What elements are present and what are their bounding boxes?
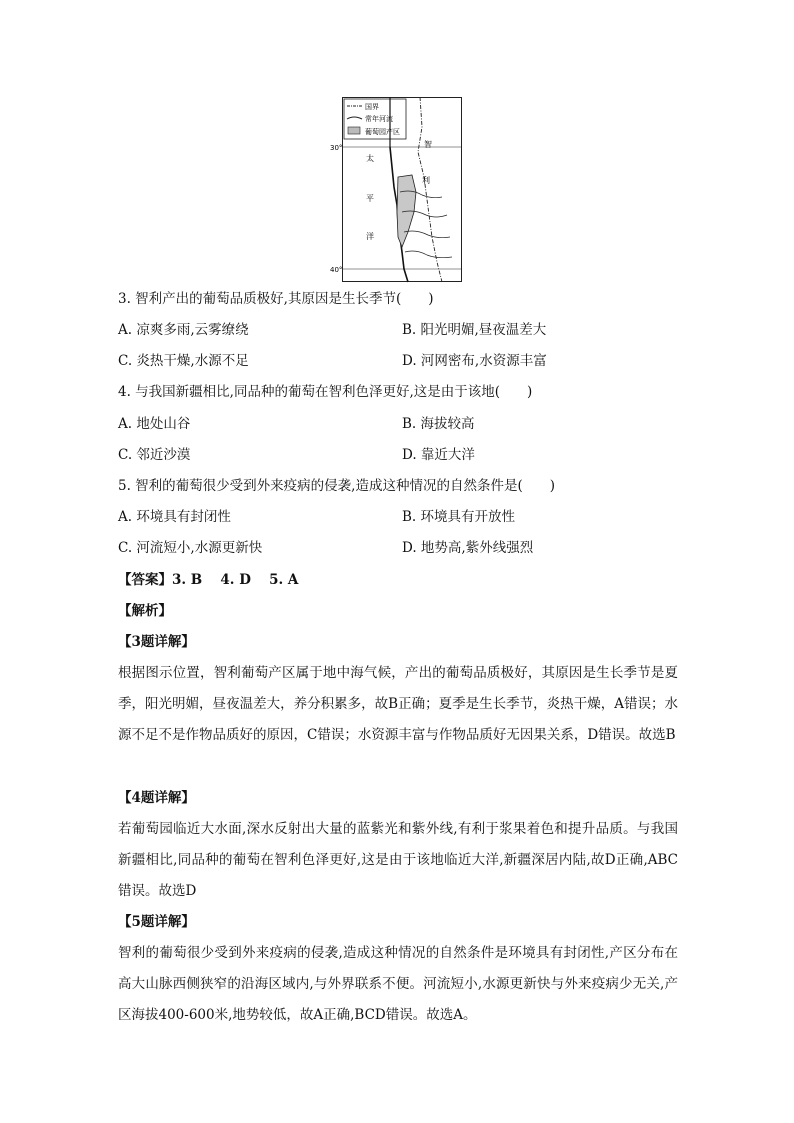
question-4-option-d: D. 靠近大洋 <box>402 447 475 463</box>
country-label-2: 利 <box>422 176 430 185</box>
ocean-label-3: 洋 <box>366 232 374 241</box>
question-3-option-b: B. 阳光明媚,昼夜温差大 <box>402 322 547 338</box>
question-3-option-d: D. 河网密布,水资源丰富 <box>402 353 547 369</box>
legend-border-label: 国界 <box>365 103 379 111</box>
country-label-1: 智 <box>424 140 432 149</box>
analysis-title: 【解析】 <box>118 603 172 619</box>
question-5-option-b: B. 环境具有开放性 <box>402 509 516 525</box>
detail-3-text: 根据图示位置，智利葡萄产区属于地中海气候，产出的葡萄品质极好，其原因是生长季节是夏季，阳光明媚，昼夜温差大，养分积累多，故B正确；夏季是生长季节，炎热干燥，A错误；水源不足不是作物品质好的原因，C错误；水资源丰富与作物品质好无因果关系，D错误。故选B <box>118 665 678 743</box>
chile-vineyard-map <box>330 97 462 282</box>
question-4-option-c: C. 邻近沙漠 <box>118 447 191 463</box>
lat-40-label: 40° <box>330 266 343 274</box>
detail-4-title: 【4题详解】 <box>118 790 195 806</box>
question-4-option-a: A. 地处山谷 <box>118 416 191 432</box>
detail-3-title: 【3题详解】 <box>118 634 195 650</box>
lat-30-label: 30° <box>330 144 343 152</box>
question-5-option-a: A. 环境具有封闭性 <box>118 509 231 525</box>
detail-5-title: 【5题详解】 <box>118 914 195 930</box>
question-5-option-d: D. 地势高,紫外线强烈 <box>402 540 534 556</box>
detail-5-text: 智利的葡萄很少受到外来疫病的侵袭,造成这种情况的自然条件是环境具有封闭性,产区分布在高大山脉西侧狭窄的沿海区域内,与外界联系不便。河流短小,水源更新快与外来疫病少无关,产区海拔400-600米,地势较低，故A正确,BCD错误。故选A。 <box>118 945 678 1023</box>
answer-line: 【答案】3. B 4. D 5. A <box>118 572 299 588</box>
detail-4-text: 若葡萄园临近大水面,深水反射出大量的蓝紫光和紫外线,有利于浆果着色和提升品质。与我国新疆相比,同品种的葡萄在智利色泽更好,这是由于该地临近大洋,新疆深居内陆,故D正确,ABC错误。故选D <box>118 821 678 899</box>
question-3-option-c: C. 炎热干燥,水源不足 <box>118 353 249 369</box>
legend-vineyard-label: 葡萄园产区 <box>365 128 400 136</box>
question-4-option-b: B. 海拔较高 <box>402 416 475 432</box>
question-3-stem: 3. 智利产出的葡萄品质极好,其原因是生长季节( ) <box>118 291 434 307</box>
question-5-option-c: C. 河流短小,水源更新快 <box>118 540 263 556</box>
question-4-stem: 4. 与我国新疆相比,同品种的葡萄在智利色泽更好,这是由于该地( ) <box>118 384 533 400</box>
ocean-label-1: 太 <box>366 154 374 163</box>
question-3-option-a: A. 凉爽多雨,云雾缭绕 <box>118 322 249 338</box>
question-5-stem: 5. 智利的葡萄很少受到外来疫病的侵袭,造成这种情况的自然条件是( ) <box>118 478 555 494</box>
legend-river-label: 常年河流 <box>365 115 393 123</box>
ocean-label-2: 平 <box>366 194 374 203</box>
